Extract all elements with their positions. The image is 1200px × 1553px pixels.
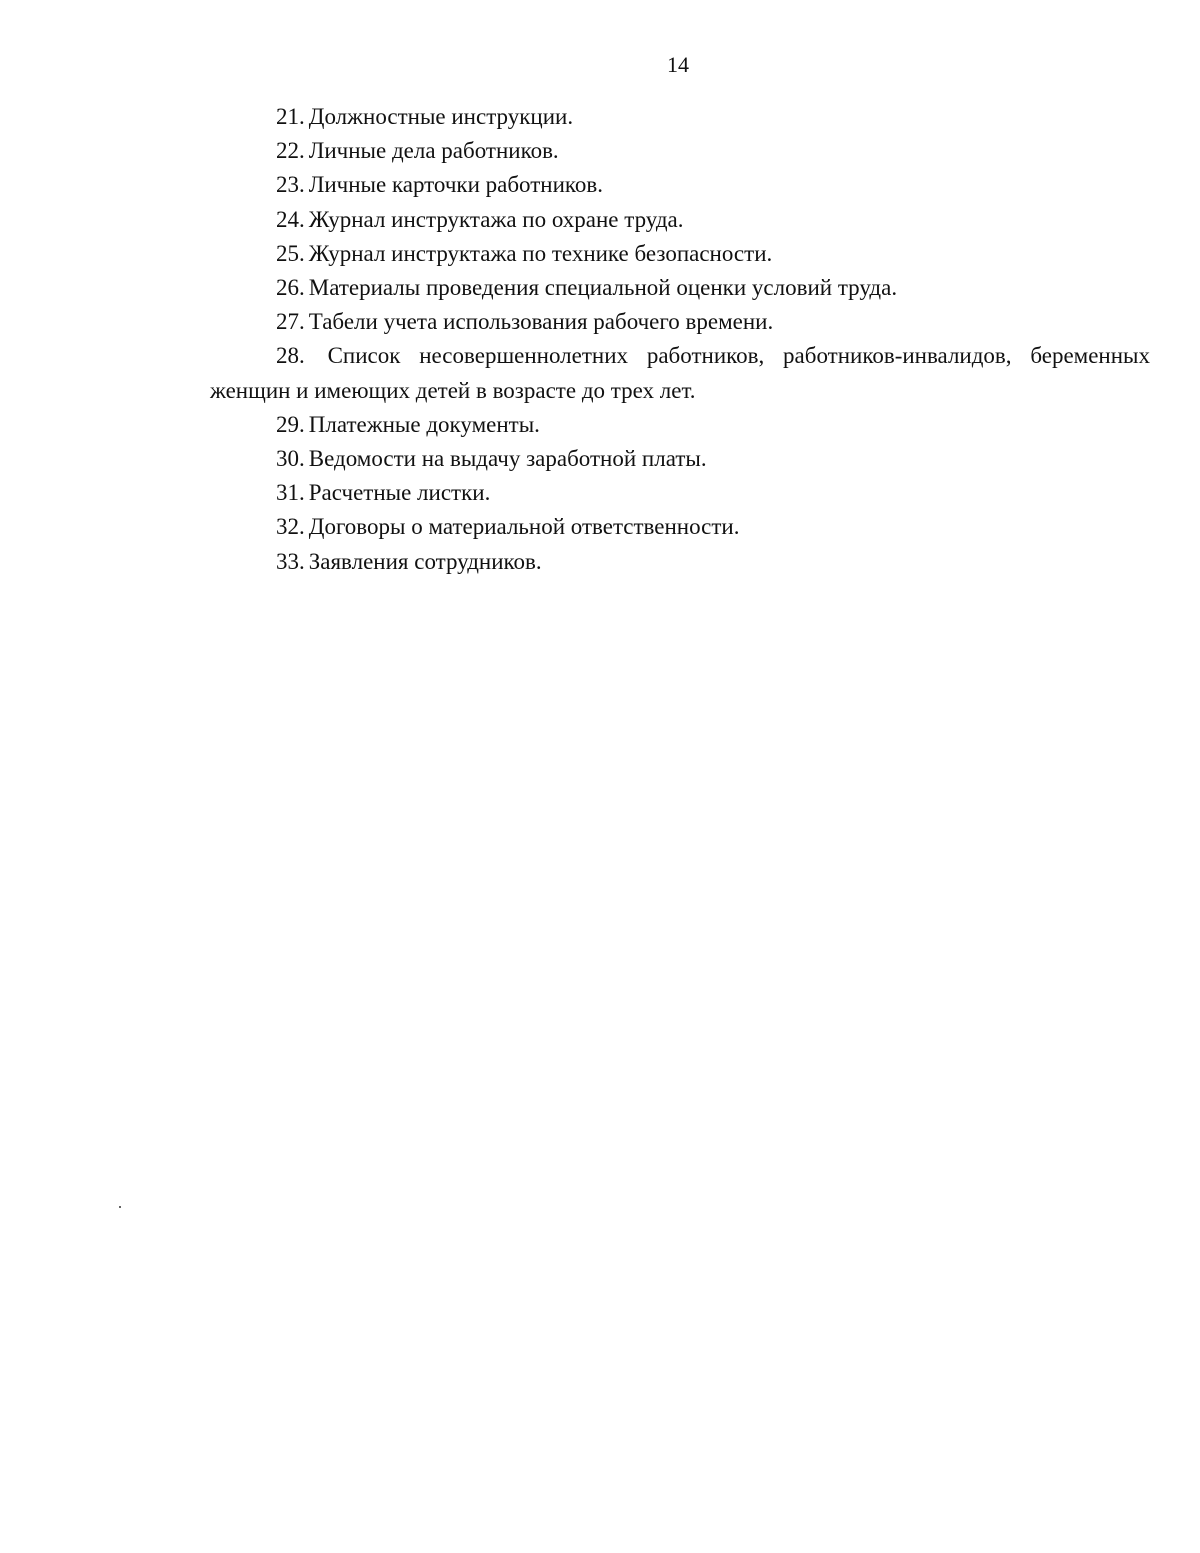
list-item: [210, 442, 1150, 476]
list-item-number: 30.: [276, 446, 305, 472]
list-item: [210, 339, 1150, 407]
document-list: [210, 100, 1150, 579]
page-number: 14: [667, 52, 689, 77]
list-item-text: Личные карточки работников.: [308, 172, 604, 198]
list-item-number: 21.: [276, 104, 305, 129]
list-item-number: 32.: [276, 514, 305, 540]
list-item-number: 31.: [276, 480, 305, 506]
list-item: [210, 510, 1150, 544]
list-item-text: Договоры о материальной ответственности.: [308, 514, 740, 540]
list-item-number: 27.: [276, 309, 305, 335]
list-item-number: 23.: [276, 172, 305, 198]
list-item-number: 28.: [276, 343, 305, 369]
list-item-text: Личные дела работников.: [308, 138, 559, 164]
list-item-number: 24.: [276, 206, 305, 232]
list-item-text: Должностные инструкции.: [308, 104, 574, 129]
list-item: [210, 305, 1150, 339]
list-item-text: Список несовершеннолетних работников, работников-инвалидов, беременных женщин и имеющих детей в возрасте до трех лет.: [210, 343, 1150, 403]
list-item-text: Журнал инструктажа по охране труда.: [308, 206, 684, 232]
list-item-text: Материалы проведения специальной оценки условий труда.: [308, 275, 898, 301]
list-item-text: Табели учета использования рабочего времени.: [308, 309, 774, 335]
list-item-number: 29.: [276, 411, 305, 437]
list-item-text: Ведомости на выдачу заработной платы.: [308, 446, 707, 472]
list-item-text: Заявления сотрудников.: [308, 548, 542, 574]
list-item: [210, 134, 1150, 168]
list-item-text: Платежные документы.: [308, 411, 540, 437]
list-item: [210, 408, 1150, 442]
list-item: [210, 545, 1150, 579]
scan-speck: [119, 1206, 121, 1208]
list-item-number: 33.: [276, 548, 305, 574]
list-item: [210, 100, 1150, 134]
list-item-number: 25.: [276, 240, 305, 266]
list-item: [210, 237, 1150, 271]
list-item: [210, 203, 1150, 237]
list-item-text: Расчетные листки.: [308, 480, 491, 506]
list-item-number: 22.: [276, 138, 305, 164]
list-item-text: Журнал инструктажа по технике безопасности.: [308, 240, 773, 266]
list-item: [210, 168, 1150, 202]
list-item: [210, 476, 1150, 510]
list-item-number: 26.: [276, 275, 305, 301]
list-item: [210, 271, 1150, 305]
